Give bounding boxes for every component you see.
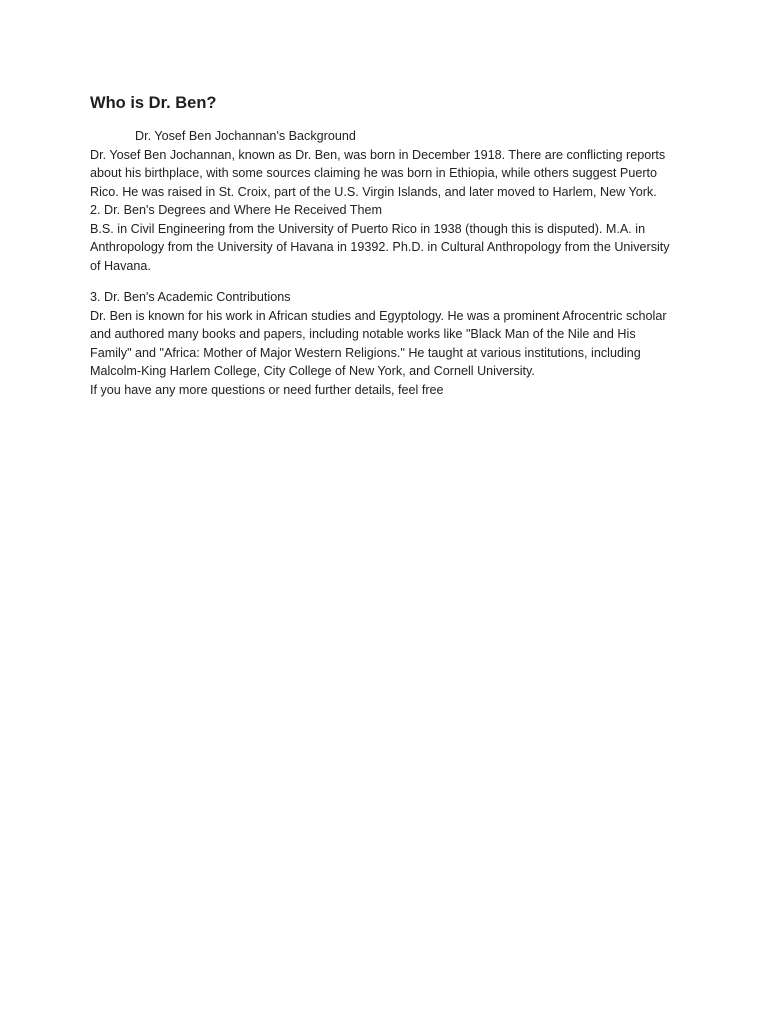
background-paragraph: Dr. Yosef Ben Jochannan, known as Dr. Ben, was born in December 1918. There are conflicting reports about his birthplace, with some sources claiming he was born in Ethiopia, while others suggest Puerto Rico. He was raised in St. Croix, part of the U.S. Virgin Islands, and later moved to Harlem, New York. xyxy=(90,147,666,199)
section-heading-background: Dr. Yosef Ben Jochannan's Background xyxy=(135,129,356,143)
section-heading-degrees: 2. Dr. Ben's Degrees and Where He Received Them xyxy=(90,203,382,217)
contributions-paragraph: Dr. Ben is known for his work in African studies and Egyptology. He was a prominent Afrocentric scholar and authored many books and papers, including notable works like "Black Man of the Nile and His Family" and "Africa: Mother of Major Western Religions." He taught at various institutions, including Malcolm-King Harlem College, City College of New York, and Cornell University. xyxy=(90,308,667,378)
page-title: Who is Dr. Ben? xyxy=(90,94,217,112)
document-page xyxy=(90,91,680,399)
paragraph-spacer xyxy=(90,275,680,288)
section-heading-contributions: 3. Dr. Ben's Academic Contributions xyxy=(90,290,291,304)
closing-line: If you have any more questions or need further details, feel free xyxy=(90,382,444,397)
degrees-paragraph: B.S. in Civil Engineering from the University of Puerto Rico in 1938 (though this is disputed). M.A. in Anthropology from the University of Havana in 19392. Ph.D. in Cultural Anthropology from the University of Havana. xyxy=(90,221,670,273)
